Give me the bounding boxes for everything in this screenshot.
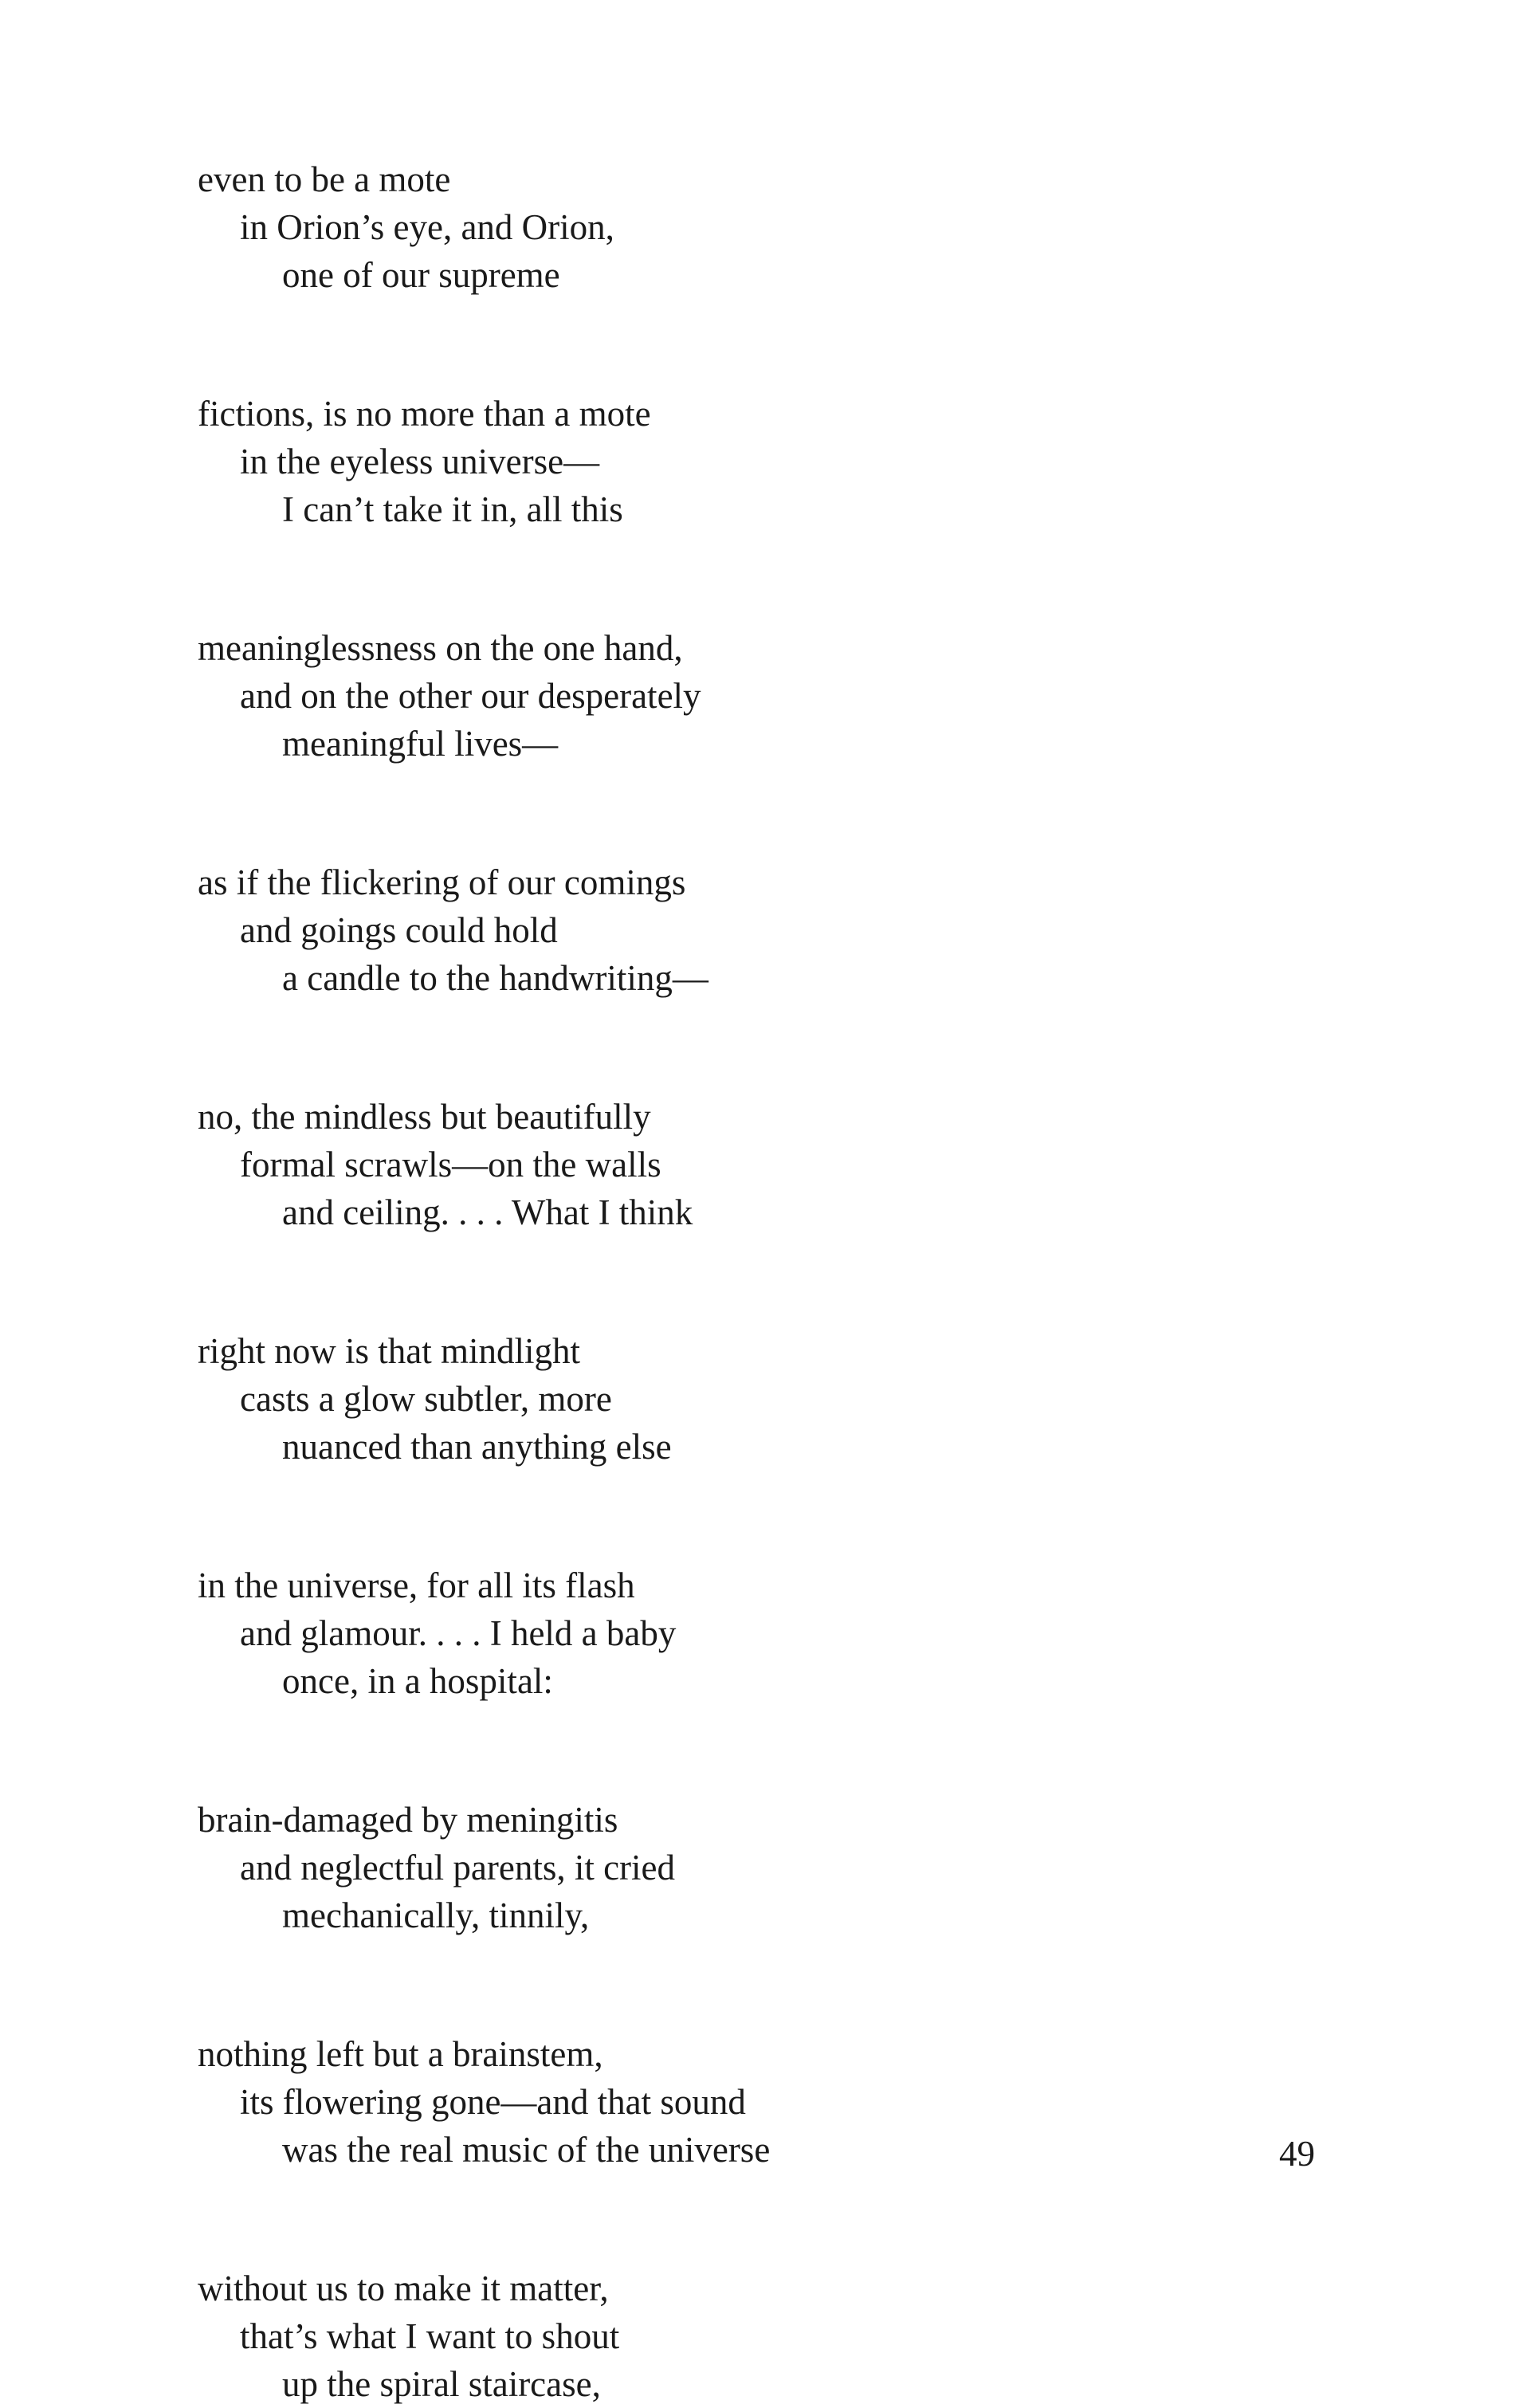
poem-line: casts a glow subtler, more bbox=[240, 1379, 612, 1419]
poem-line: and on the other our desperately bbox=[240, 676, 701, 716]
poem-body bbox=[198, 155, 1313, 2408]
poem-line: a candle to the handwriting— bbox=[282, 958, 708, 998]
stanza-6 bbox=[198, 1327, 1313, 1471]
poem-line: mechanically, tinnily, bbox=[282, 1895, 590, 1935]
poem-line: once, in a hospital: bbox=[282, 1661, 553, 1701]
poem-line: nuanced than anything else bbox=[282, 1427, 672, 1467]
stanza-1 bbox=[198, 155, 1313, 299]
poem-line: in Orion’s eye, and Orion, bbox=[240, 207, 614, 247]
poem-line: that’s what I want to shout bbox=[240, 2316, 620, 2356]
stanza-7 bbox=[198, 1561, 1313, 1705]
poem-line: and neglectful parents, it cried bbox=[240, 1848, 676, 1888]
stanza-3 bbox=[198, 624, 1313, 768]
poem-line: even to be a mote bbox=[198, 159, 451, 199]
poem-line: was the real music of the universe bbox=[282, 2130, 771, 2170]
poem-line: right now is that mindlight bbox=[198, 1331, 580, 1371]
poem-line: and ceiling. . . . What I think bbox=[282, 1192, 693, 1232]
poem-line: and glamour. . . . I held a baby bbox=[240, 1613, 677, 1653]
poem-line: formal scrawls—on the walls bbox=[240, 1145, 661, 1184]
poem-line: no, the mindless but beautifully bbox=[198, 1097, 651, 1137]
stanza-2 bbox=[198, 390, 1313, 533]
poem-line: meaningful lives— bbox=[282, 724, 559, 764]
poem-line: brain-damaged by meningitis bbox=[198, 1800, 618, 1840]
page-number: 49 bbox=[1279, 2134, 1315, 2174]
poem-line: its flowering gone—and that sound bbox=[240, 2082, 746, 2122]
poem-line: fictions, is no more than a mote bbox=[198, 394, 651, 434]
poem-line: and goings could hold bbox=[240, 910, 558, 950]
poem-line: in the eyeless universe— bbox=[240, 442, 600, 481]
poem-line: in the universe, for all its flash bbox=[198, 1565, 635, 1605]
poem-line: one of our supreme bbox=[282, 255, 560, 295]
poem-line: without us to make it matter, bbox=[198, 2269, 609, 2308]
stanza-9 bbox=[198, 2030, 1313, 2174]
stanza-10 bbox=[198, 2265, 1313, 2408]
poem-line: as if the flickering of our comings bbox=[198, 862, 686, 902]
poem-line: nothing left but a brainstem, bbox=[198, 2034, 603, 2074]
poem-line: meaninglessness on the one hand, bbox=[198, 628, 683, 668]
stanza-4 bbox=[198, 858, 1313, 1002]
poem-line: up the spiral staircase, bbox=[282, 2364, 601, 2404]
stanza-8 bbox=[198, 1796, 1313, 1939]
stanza-5 bbox=[198, 1093, 1313, 1236]
poem-line: I can’t take it in, all this bbox=[282, 489, 623, 529]
